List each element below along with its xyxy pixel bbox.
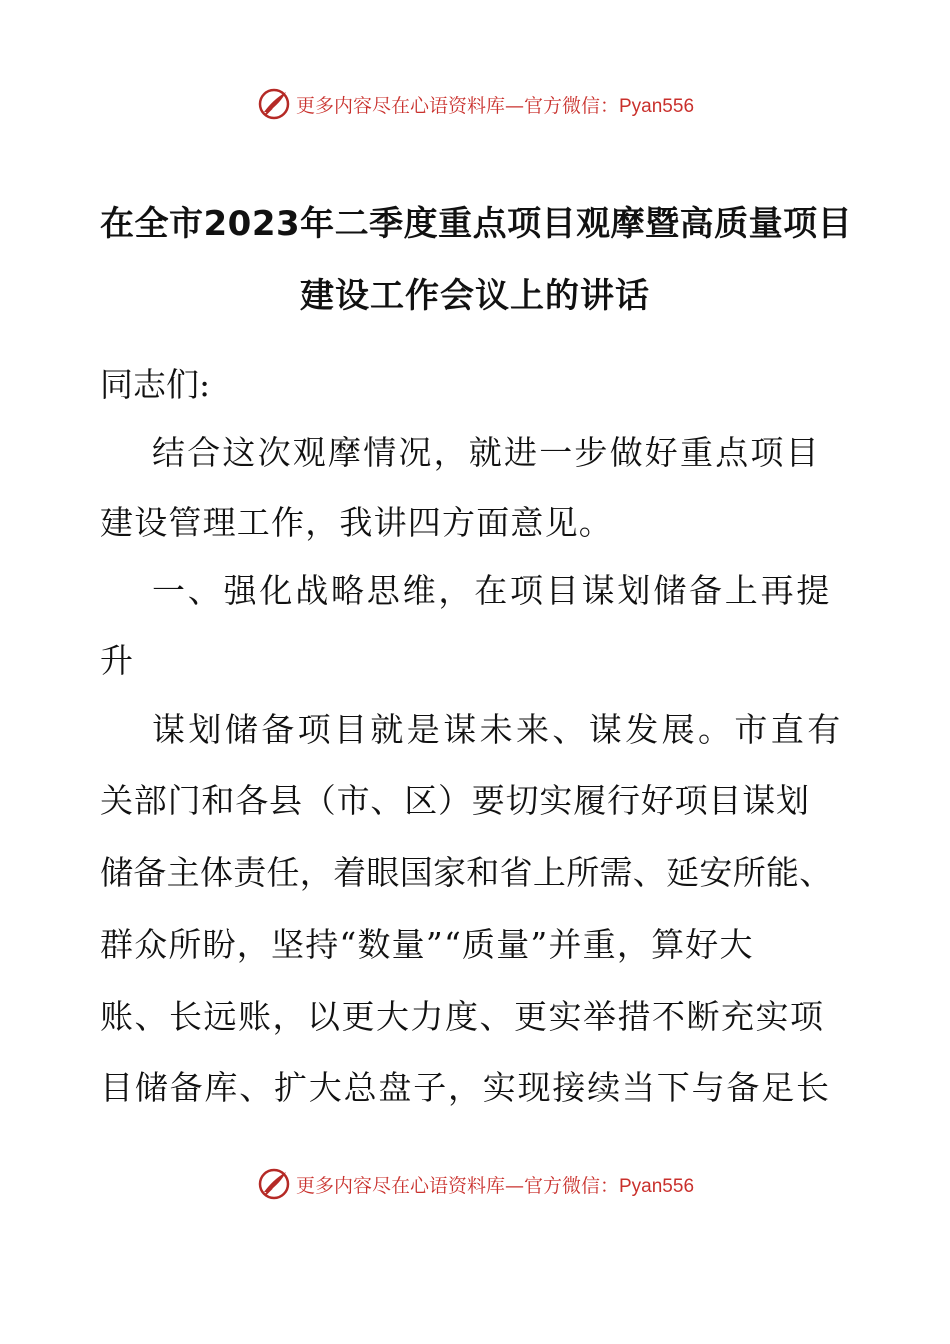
section-heading-line: 升	[100, 641, 133, 680]
watermark-text	[296, 1171, 694, 1198]
paragraph-line: 账、长远账，以更大力度、更实举措不断充实项	[100, 997, 825, 1036]
paragraph-line: 储备主体责任，着眼国家和省上所需、延安所能、	[100, 853, 833, 892]
header-watermark	[0, 82, 950, 126]
section-heading-line: 一、强化战略思维，在项目谋划储备上再提	[152, 571, 833, 610]
paragraph-line: 结合这次观摩情况，就进一步做好重点项目	[152, 433, 821, 472]
document-title-line-2: 建设工作会议上的讲话	[300, 276, 650, 316]
paragraph-line: 谋划储备项目就是谋未来、谋发展。市直有	[152, 710, 844, 749]
watermark-label: 更多内容尽在心语资料库—官方微信：	[295, 94, 619, 117]
document-title-line-1: 在全市2023年二季度重点项目观摩暨高质量项目	[100, 204, 853, 244]
watermark-label: 更多内容尽在心语资料库—官方微信：	[295, 1174, 619, 1197]
paragraph-line: 建设管理工作，我讲四方面意见。	[100, 503, 613, 542]
footer-watermark	[0, 1162, 950, 1206]
quill-circle-icon	[256, 86, 292, 122]
watermark-wechat-id: Pyan556	[619, 95, 695, 117]
quill-circle-icon	[256, 1166, 292, 1202]
watermark-wechat-id: Pyan556	[619, 1175, 695, 1197]
watermark-text	[296, 91, 694, 118]
salutation: 同志们:	[100, 365, 211, 404]
paragraph-line: 群众所盼，坚持“数量”“质量”并重，算好大	[100, 925, 754, 964]
paragraph-line: 关部门和各县（市、区）要切实履行好项目谋划	[100, 781, 810, 820]
paragraph-line: 目储备库、扩大总盘子，实现接续当下与备足长	[100, 1068, 831, 1107]
